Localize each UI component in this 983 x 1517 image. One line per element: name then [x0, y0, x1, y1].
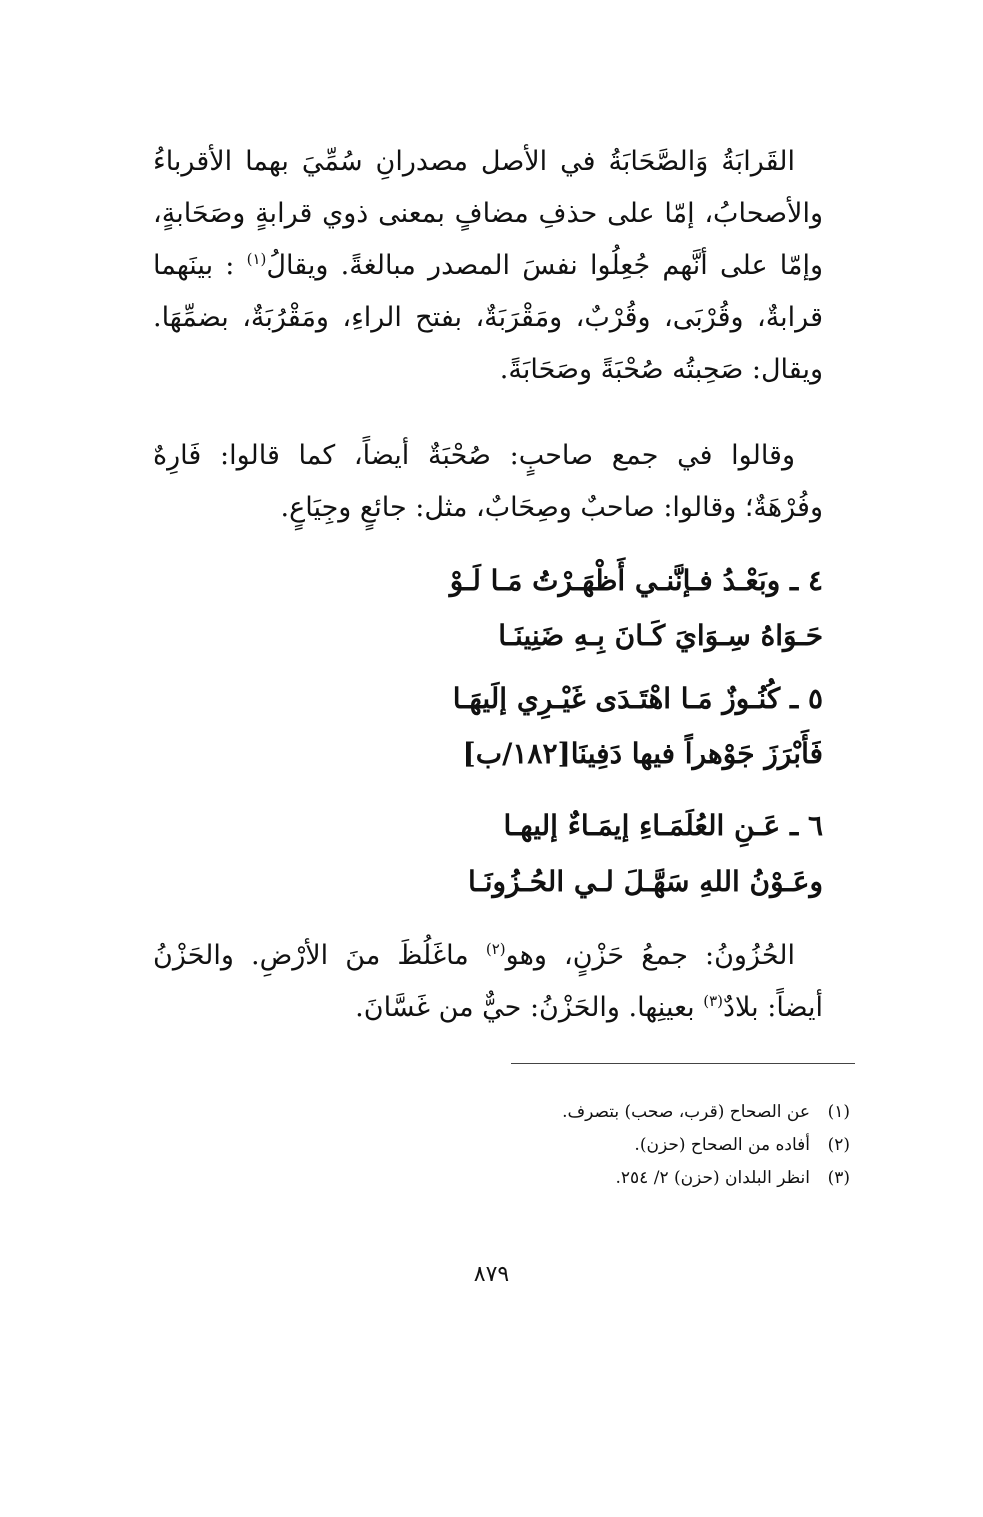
footnote-ref: (١)	[246, 250, 267, 268]
verse-5-first-hemistich: ٥ ـ كُنُـوزٌ مَـا اهْتَـدَى غَيْـرِي إلَيهَـا	[452, 682, 823, 715]
text-line	[153, 982, 823, 1034]
text-fragment: أيضاً: بلادٌ	[723, 992, 823, 1023]
paragraph-suhba	[153, 430, 823, 534]
footnote-item	[562, 1096, 850, 1129]
verse-5-second-hemistich: فَأَبْرَزَ جَوْهراً فيها دَفِينَا[١٨٢/ب]	[462, 737, 823, 770]
paragraph-huzun	[153, 930, 823, 1034]
text-fragment: بعينِها. والحَزْنُ: حيٌّ من غَسَّانَ.	[355, 992, 704, 1023]
text-line: ويقال: صَحِبتُه صُحْبَةً وصَحَابَةً.	[499, 354, 823, 385]
footnote-separator	[511, 1063, 855, 1064]
text-line: والأصحابُ، إمّا على حذفِ مضافٍ بمعنى ذوي قرابةٍ وصَحَابةٍ،	[153, 198, 823, 229]
verse-4-first-hemistich: ٤ ـ وبَعْـدُ فـإنَّنـي أَظْهَـرْتُ مَـا لَـوْ	[449, 564, 823, 597]
footnote-text: انظر البلدان (حزن) ٢/ ٢٥٤.	[615, 1168, 810, 1188]
text-line: وقالوا في جمع صاحبٍ: صُحْبَةٌ أيضاً، كما قالوا: فَارِهٌ	[153, 440, 795, 471]
text-line: قرابةٌ، وقُرْبَى، وقُرْبٌ، ومَقْرَبَةٌ، بفتح الراءِ، ومَقْرُبَةٌ، بضمِّهَا.	[153, 302, 823, 333]
verse-6-second-hemistich: وعَـوْنُ اللهِ سَهَّـلَ لـي الحُـزُونَـا	[468, 865, 823, 898]
text-line	[153, 930, 823, 982]
footnote-text: أفاده من الصحاح (حزن).	[634, 1135, 810, 1155]
footnote-number: (١)	[827, 1102, 850, 1122]
text-fragment: الحُزُونُ: جمعُ حَزْنٍ، وهو	[505, 940, 795, 971]
footnote-number: (٣)	[827, 1168, 850, 1188]
footnote-ref: (٢)	[485, 940, 506, 958]
verse-6-first-hemistich: ٦ ـ عَـنِ العُلَمَـاءِ إيمَـاءٌ إليهـا	[503, 809, 823, 842]
text-fragment: : بينَهما	[153, 250, 247, 281]
footnote-text: عن الصحاح (قرب، صحب) بتصرف.	[562, 1102, 810, 1122]
text-fragment: ماغَلُظَ منَ الأرْضِ. والحَزْنُ	[153, 940, 486, 971]
text-fragment: وإمّا على أنَّهم جُعِلُوا نفسَ المصدر مبالغةً. ويقالُ	[266, 250, 823, 281]
text-line: القَرابَةُ وَالصَّحَابَةُ في الأصل مصدرانِ سُمِّيَ بهما الأقرباءُ	[153, 146, 795, 177]
text-line	[153, 240, 823, 292]
paragraph-qaraba	[153, 136, 823, 396]
text-line: وفُرْهَةٌ؛ وقالوا: صاحبٌ وصِحَابٌ، مثل: جائعٍ وجِيَاعٍ.	[280, 492, 823, 523]
footnote-item	[562, 1162, 850, 1195]
page-number: ٨٧٩	[473, 1262, 510, 1287]
verse-4-second-hemistich: حَـوَاهُ سِـوَايَ كَـانَ بِـهِ ضَنِينَـا	[498, 619, 823, 652]
footnote-item	[562, 1129, 850, 1162]
footnotes	[562, 1096, 850, 1195]
footnote-number: (٢)	[827, 1135, 850, 1155]
footnote-ref: (٣)	[703, 992, 724, 1010]
